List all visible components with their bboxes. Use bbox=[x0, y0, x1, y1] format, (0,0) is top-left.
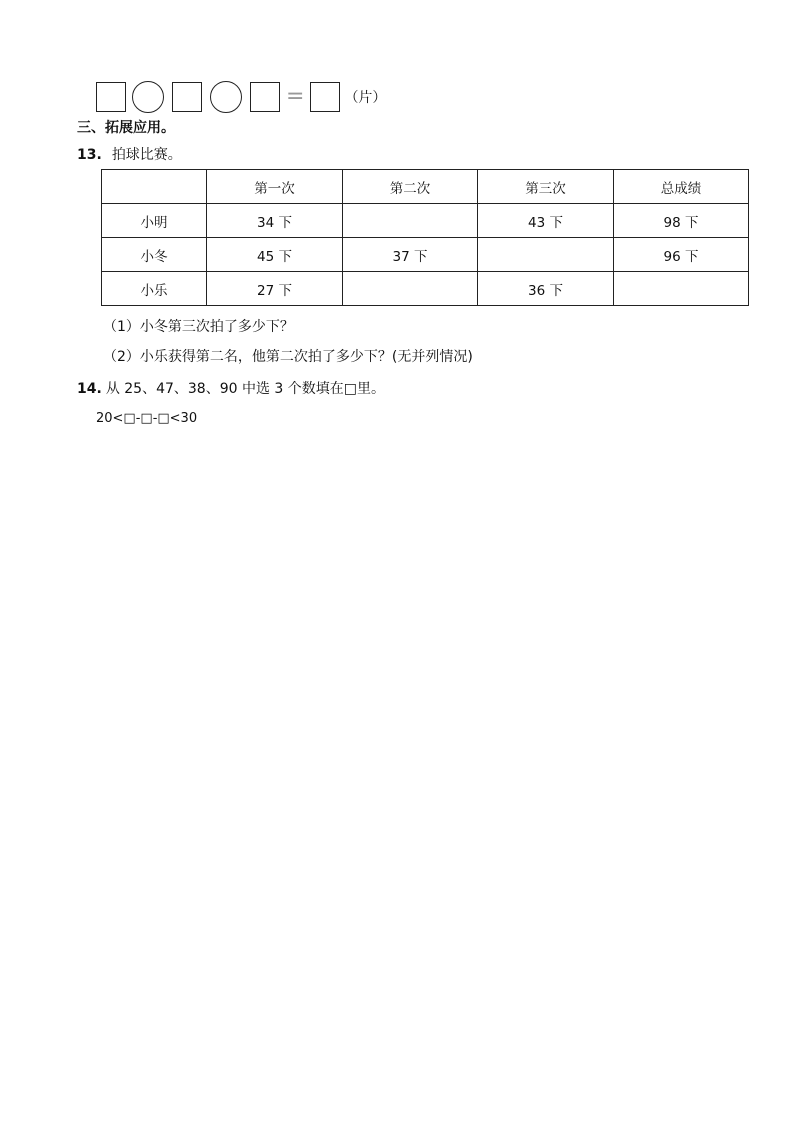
operator-circle-2[interactable] bbox=[210, 81, 242, 113]
table-cell: 43 下 bbox=[478, 204, 614, 238]
answer-box-1[interactable] bbox=[96, 82, 126, 112]
score-table bbox=[101, 169, 749, 306]
table-header-cell: 总成绩 bbox=[614, 170, 749, 204]
table-row bbox=[102, 204, 749, 238]
table-row bbox=[102, 238, 749, 272]
table-cell: 37 下 bbox=[343, 238, 478, 272]
question-13-sub-1: （1）小冬第三次拍了多少下？ bbox=[103, 319, 294, 335]
answer-box-3[interactable] bbox=[250, 82, 280, 112]
table-header-cell: 第一次 bbox=[207, 170, 343, 204]
table-cell: 34 下 bbox=[207, 204, 343, 238]
table-cell[interactable] bbox=[478, 238, 614, 272]
table-header-cell: 第二次 bbox=[343, 170, 478, 204]
question-14-number: 14. bbox=[77, 381, 102, 397]
question-13-sub-2: （2）小乐获得第二名，他第二次拍了多少下？(无并列情况) bbox=[103, 349, 473, 365]
table-cell: 27 下 bbox=[207, 272, 343, 306]
table-cell[interactable] bbox=[343, 272, 478, 306]
question-14 bbox=[77, 378, 385, 398]
equation-row bbox=[96, 81, 386, 113]
question-14-text: 从 25、47、38、90 中选 3 个数填在□里。 bbox=[105, 381, 386, 397]
table-cell: 小冬 bbox=[102, 238, 207, 272]
section-title: 三、拓展应用。 bbox=[77, 120, 175, 136]
question-13 bbox=[77, 144, 182, 164]
question-13-title: 拍球比赛。 bbox=[111, 147, 182, 163]
inequality-expression: 20<□-□-□<30 bbox=[96, 411, 198, 426]
table-cell: 45 下 bbox=[207, 238, 343, 272]
table-cell[interactable] bbox=[343, 204, 478, 238]
question-13-number: 13. bbox=[77, 147, 102, 163]
table-cell: 小乐 bbox=[102, 272, 207, 306]
table-header-cell bbox=[102, 170, 207, 204]
table-cell[interactable] bbox=[614, 272, 749, 306]
equals-sign: = bbox=[286, 84, 305, 109]
table-header-row bbox=[102, 170, 749, 204]
table-cell: 36 下 bbox=[478, 272, 614, 306]
table-cell: 98 下 bbox=[614, 204, 749, 238]
table-cell: 小明 bbox=[102, 204, 207, 238]
table-header-cell: 第三次 bbox=[478, 170, 614, 204]
table-cell: 96 下 bbox=[614, 238, 749, 272]
result-box[interactable] bbox=[310, 82, 340, 112]
answer-box-2[interactable] bbox=[172, 82, 202, 112]
equation-unit: （片） bbox=[344, 90, 387, 106]
table-row bbox=[102, 272, 749, 306]
operator-circle-1[interactable] bbox=[132, 81, 164, 113]
